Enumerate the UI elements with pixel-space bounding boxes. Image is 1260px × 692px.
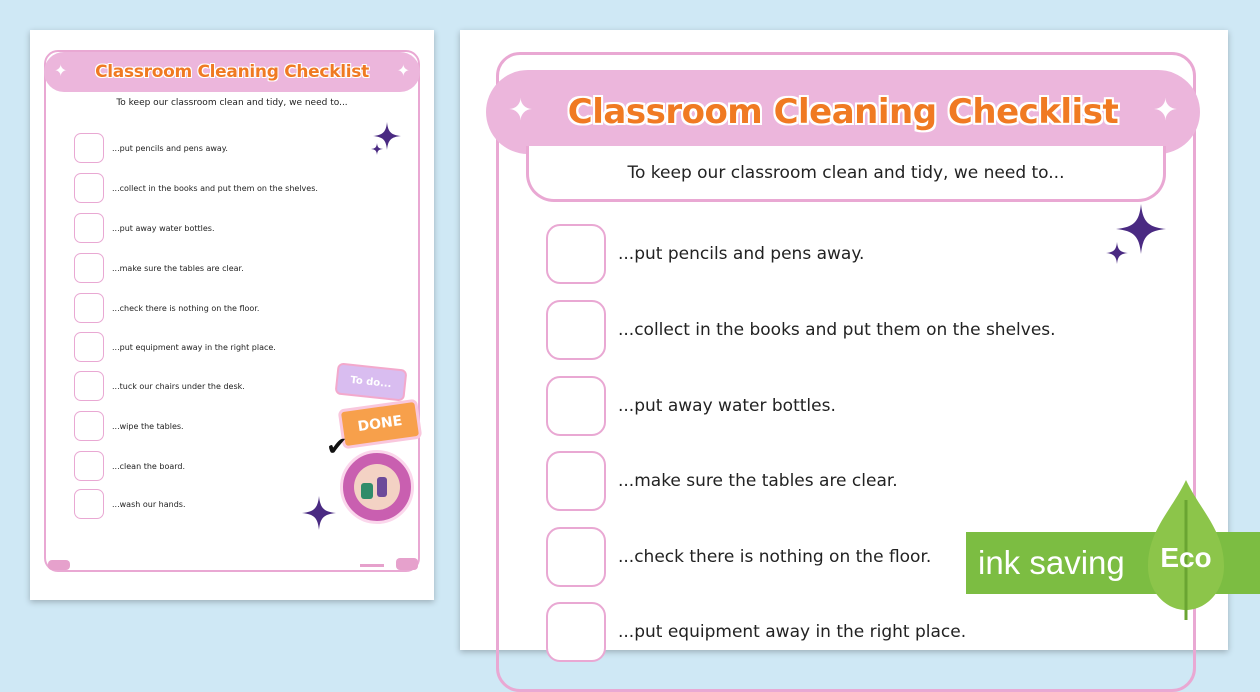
checklist-item bbox=[74, 488, 185, 520]
title-banner bbox=[486, 70, 1200, 154]
checklist-item bbox=[546, 224, 864, 284]
checklist-item bbox=[74, 450, 185, 482]
checkbox[interactable] bbox=[74, 371, 104, 401]
checkbox[interactable] bbox=[74, 451, 104, 481]
footer-url bbox=[360, 564, 384, 567]
checklist-item bbox=[546, 300, 1056, 360]
checklist-item bbox=[74, 292, 259, 324]
item-label: ...make sure the tables are clear. bbox=[618, 471, 898, 491]
intro-text: To keep our classroom clean and tidy, we need to... bbox=[116, 98, 348, 108]
children-cleaning-illustration bbox=[340, 450, 414, 524]
item-label: ...put equipment away in the right place. bbox=[112, 342, 276, 352]
checkbox[interactable] bbox=[74, 489, 104, 519]
checkmark-icon: ✔ bbox=[326, 432, 348, 462]
checklist-item bbox=[546, 527, 931, 587]
checklist-item bbox=[74, 252, 244, 284]
title-banner bbox=[44, 52, 420, 92]
intro-text: To keep our classroom clean and tidy, we need to... bbox=[526, 146, 1166, 202]
item-label: ...wipe the tables. bbox=[112, 421, 184, 431]
checklist-item bbox=[546, 376, 836, 436]
checklist-item bbox=[74, 172, 318, 204]
worksheet-title: Classroom Cleaning Checklist bbox=[95, 62, 369, 82]
item-label: ...put pencils and pens away. bbox=[618, 244, 865, 264]
checkbox[interactable] bbox=[546, 376, 606, 436]
item-label: ...wash our hands. bbox=[112, 499, 186, 509]
checkbox[interactable] bbox=[546, 602, 606, 662]
publisher-logo bbox=[48, 560, 70, 570]
sparkle-icon: ✦ bbox=[396, 61, 410, 80]
item-label: ...clean the board. bbox=[112, 461, 186, 471]
item-label: ...make sure the tables are clear. bbox=[112, 263, 244, 273]
checklist-item bbox=[74, 410, 184, 442]
checkbox[interactable] bbox=[74, 293, 104, 323]
checkbox[interactable] bbox=[74, 133, 104, 163]
star-icon bbox=[1106, 242, 1128, 264]
publisher-logo bbox=[396, 558, 418, 570]
eco-label: Eco bbox=[1160, 542, 1212, 573]
checklist-item bbox=[546, 451, 898, 511]
worksheet-thumbnail[interactable] bbox=[30, 30, 434, 600]
checkbox[interactable] bbox=[74, 173, 104, 203]
checkbox[interactable] bbox=[546, 224, 606, 284]
done-sticker: DONE bbox=[338, 399, 423, 450]
item-label: ...put pencils and pens away. bbox=[112, 143, 228, 153]
sparkle-icon: ✦ bbox=[508, 93, 534, 128]
checklist-item bbox=[74, 132, 228, 164]
item-label: ...collect in the books and put them on the shelves. bbox=[112, 183, 318, 193]
item-label: ...collect in the books and put them on the shelves. bbox=[618, 320, 1056, 340]
sparkle-icon: ✦ bbox=[1152, 93, 1178, 128]
checklist-item bbox=[74, 370, 245, 402]
checklist-item bbox=[74, 331, 276, 363]
checkbox[interactable] bbox=[74, 332, 104, 362]
sparkle-icon: ✦ bbox=[54, 61, 68, 80]
item-label: ...check there is nothing on the floor. bbox=[618, 547, 932, 567]
worksheet-title: Classroom Cleaning Checklist bbox=[567, 92, 1119, 132]
checkbox[interactable] bbox=[74, 253, 104, 283]
ink-saving-label: ink saving bbox=[978, 544, 1125, 581]
eco-leaf-icon bbox=[1148, 480, 1224, 620]
todo-sticker: To do... bbox=[335, 362, 408, 401]
item-label: ...put away water bottles. bbox=[618, 396, 836, 416]
checkbox[interactable] bbox=[546, 451, 606, 511]
star-icon bbox=[371, 143, 383, 155]
star-icon bbox=[302, 496, 336, 530]
item-label: ...tuck our chairs under the desk. bbox=[112, 381, 245, 391]
item-label: ...check there is nothing on the floor. bbox=[112, 303, 260, 313]
checklist-item bbox=[74, 212, 215, 244]
checkbox[interactable] bbox=[546, 300, 606, 360]
checklist-item bbox=[546, 602, 966, 662]
checkbox[interactable] bbox=[74, 411, 104, 441]
item-label: ...put away water bottles. bbox=[112, 223, 215, 233]
item-label: ...put equipment away in the right place. bbox=[618, 622, 967, 642]
checkbox[interactable] bbox=[546, 527, 606, 587]
checkbox[interactable] bbox=[74, 213, 104, 243]
